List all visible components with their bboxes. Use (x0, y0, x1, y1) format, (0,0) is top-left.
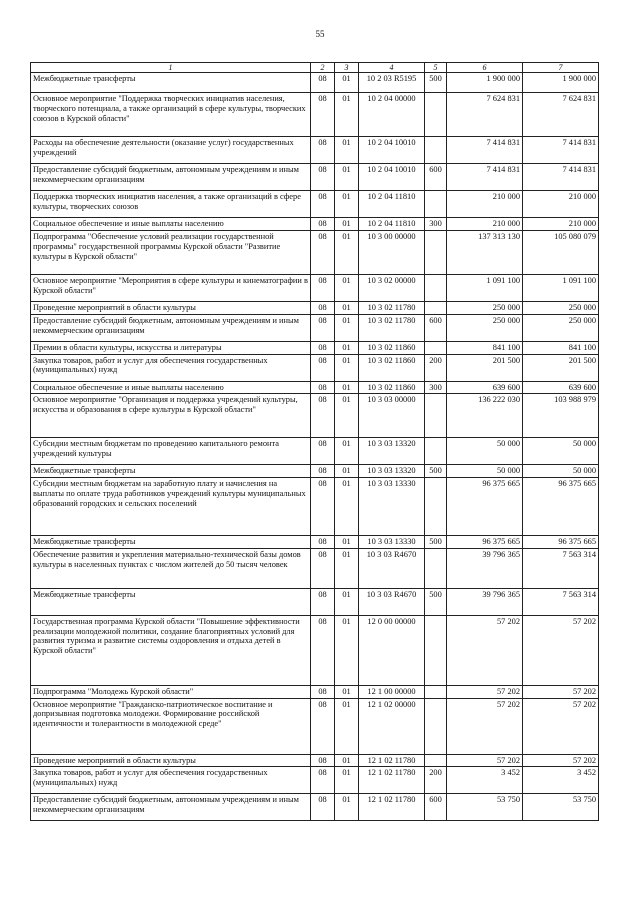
amount-year2-cell: 96 375 665 (523, 536, 599, 549)
amount-year1-cell: 210 000 (447, 218, 523, 231)
table-row (31, 341, 599, 354)
expense-type-cell (425, 191, 447, 218)
table-row (31, 137, 599, 164)
target-article-cell: 10 3 02 11860 (359, 341, 425, 354)
expense-name-cell: Предоставление субсидий бюджетным, автономным учреждениям и иным некоммерческим организациям (31, 164, 311, 191)
section-code-cell: 08 (311, 794, 335, 821)
expense-type-cell (425, 685, 447, 698)
section-code-cell: 08 (311, 394, 335, 438)
expense-type-cell (425, 137, 447, 164)
expense-name-cell: Межбюджетные трансферты (31, 588, 311, 615)
amount-year2-cell: 210 000 (523, 191, 599, 218)
target-article-cell: 10 2 04 10010 (359, 137, 425, 164)
column-3-header: 3 (335, 63, 359, 73)
expense-name-cell: Поддержка творческих инициатив населения, а также организаций в сфере культуры, творческих союзов (31, 191, 311, 218)
section-code-cell: 08 (311, 164, 335, 191)
expense-type-cell: 200 (425, 767, 447, 794)
subsection-code-cell: 01 (335, 394, 359, 438)
subsection-code-cell: 01 (335, 478, 359, 536)
amount-year2-cell: 210 000 (523, 218, 599, 231)
expense-name-cell: Основное мероприятие "Поддержка творческих инициатив населения, творческого потенциала, а также организаций в сфере культуры, творческих союзов в Курской области" (31, 93, 311, 137)
table-row (31, 218, 599, 231)
expense-type-cell (425, 341, 447, 354)
amount-year2-cell: 7 624 831 (523, 93, 599, 137)
amount-year1-cell: 3 452 (447, 767, 523, 794)
subsection-code-cell: 01 (335, 191, 359, 218)
amount-year1-cell: 136 222 030 (447, 394, 523, 438)
amount-year1-cell: 639 600 (447, 381, 523, 394)
target-article-cell: 10 3 02 11860 (359, 381, 425, 394)
amount-year2-cell: 1 091 100 (523, 275, 599, 302)
expense-type-cell: 600 (425, 164, 447, 191)
expense-name-cell: Основное мероприятие "Мероприятия в сфере культуры и кинематографии в Курской области" (31, 275, 311, 302)
expense-name-cell: Закупка товаров, работ и услуг для обеспечения государственных (муниципальных) нужд (31, 767, 311, 794)
column-4-header: 4 (359, 63, 425, 73)
subsection-code-cell: 01 (335, 767, 359, 794)
expense-type-cell: 600 (425, 794, 447, 821)
subsection-code-cell: 01 (335, 302, 359, 315)
amount-year2-cell: 53 750 (523, 794, 599, 821)
amount-year1-cell: 57 202 (447, 615, 523, 685)
table-row (31, 314, 599, 341)
section-code-cell: 08 (311, 698, 335, 754)
expense-type-cell (425, 231, 447, 275)
section-code-cell: 08 (311, 685, 335, 698)
expense-type-cell (425, 302, 447, 315)
expense-type-cell (425, 615, 447, 685)
expense-name-cell: Премии в области культуры, искусства и литературы (31, 341, 311, 354)
expense-name-cell: Межбюджетные трансферты (31, 536, 311, 549)
amount-year2-cell: 1 900 000 (523, 73, 599, 93)
expense-name-cell: Субсидии местным бюджетам по проведению капитального ремонта учреждений культуры (31, 438, 311, 465)
table-row (31, 381, 599, 394)
target-article-cell: 12 1 02 00000 (359, 698, 425, 754)
expense-type-cell (425, 754, 447, 767)
subsection-code-cell: 01 (335, 275, 359, 302)
expense-type-cell: 300 (425, 381, 447, 394)
section-code-cell: 08 (311, 73, 335, 93)
table-row (31, 231, 599, 275)
expense-type-cell (425, 478, 447, 536)
table-row (31, 698, 599, 754)
expense-name-cell: Предоставление субсидий бюджетным, автономным учреждениям и иным некоммерческим организациям (31, 794, 311, 821)
target-article-cell: 10 3 03 R4670 (359, 588, 425, 615)
table-row (31, 685, 599, 698)
target-article-cell: 10 3 02 11860 (359, 354, 425, 381)
section-code-cell: 08 (311, 478, 335, 536)
expense-name-cell: Межбюджетные трансферты (31, 73, 311, 93)
subsection-code-cell: 01 (335, 685, 359, 698)
target-article-cell: 10 3 02 11780 (359, 314, 425, 341)
expense-name-cell: Подпрограмма "Обеспечение условий реализации государственной программы" государственной программы Курской области "Развитие культуры в Курской области" (31, 231, 311, 275)
table-row (31, 354, 599, 381)
subsection-code-cell: 01 (335, 588, 359, 615)
section-code-cell: 08 (311, 191, 335, 218)
amount-year1-cell: 201 500 (447, 354, 523, 381)
subsection-code-cell: 01 (335, 381, 359, 394)
table-row (31, 465, 599, 478)
subsection-code-cell: 01 (335, 698, 359, 754)
amount-year1-cell: 50 000 (447, 438, 523, 465)
amount-year2-cell: 7 563 314 (523, 588, 599, 615)
section-code-cell: 08 (311, 588, 335, 615)
target-article-cell: 10 3 02 11780 (359, 302, 425, 315)
target-article-cell: 10 2 04 10010 (359, 164, 425, 191)
amount-year1-cell: 57 202 (447, 685, 523, 698)
table-row (31, 548, 599, 588)
subsection-code-cell: 01 (335, 231, 359, 275)
section-code-cell: 08 (311, 615, 335, 685)
amount-year1-cell: 7 414 831 (447, 137, 523, 164)
target-article-cell: 10 3 03 13320 (359, 465, 425, 478)
target-article-cell: 10 3 03 13320 (359, 438, 425, 465)
expense-type-cell: 200 (425, 354, 447, 381)
table-row (31, 73, 599, 93)
target-article-cell: 10 3 02 00000 (359, 275, 425, 302)
target-article-cell: 10 2 03 R5195 (359, 73, 425, 93)
subsection-code-cell: 01 (335, 73, 359, 93)
expense-name-cell: Социальное обеспечение и иные выплаты населению (31, 218, 311, 231)
expense-type-cell: 300 (425, 218, 447, 231)
subsection-code-cell: 01 (335, 536, 359, 549)
expense-type-cell: 500 (425, 536, 447, 549)
section-code-cell: 08 (311, 381, 335, 394)
expense-name-cell: Основное мероприятие "Организация и поддержка учреждений культуры, искусства и образования в сфере культуры в Курской области" (31, 394, 311, 438)
amount-year2-cell: 57 202 (523, 615, 599, 685)
budget-table (30, 62, 599, 821)
table-row (31, 438, 599, 465)
section-code-cell: 08 (311, 767, 335, 794)
column-number-header (31, 63, 599, 73)
amount-year2-cell: 7 414 831 (523, 137, 599, 164)
target-article-cell: 10 3 03 00000 (359, 394, 425, 438)
amount-year1-cell: 137 313 130 (447, 231, 523, 275)
amount-year1-cell: 50 000 (447, 465, 523, 478)
column-6-header: 6 (447, 63, 523, 73)
table-row (31, 754, 599, 767)
amount-year2-cell: 3 452 (523, 767, 599, 794)
column-5-header: 5 (425, 63, 447, 73)
subsection-code-cell: 01 (335, 438, 359, 465)
expense-type-cell (425, 698, 447, 754)
amount-year1-cell: 7 624 831 (447, 93, 523, 137)
expense-name-cell: Проведение мероприятий в области культуры (31, 754, 311, 767)
section-code-cell: 08 (311, 354, 335, 381)
amount-year2-cell: 201 500 (523, 354, 599, 381)
section-code-cell: 08 (311, 465, 335, 478)
expense-name-cell: Субсидии местным бюджетам на заработную плату и начисления на выплаты по оплате труда работников учреждений культуры муниципальных образований городских и сельских поселений (31, 478, 311, 536)
amount-year2-cell: 50 000 (523, 438, 599, 465)
expense-type-cell (425, 93, 447, 137)
table-body (31, 73, 599, 821)
target-article-cell: 10 3 03 13330 (359, 536, 425, 549)
amount-year1-cell: 39 796 365 (447, 548, 523, 588)
amount-year1-cell: 96 375 665 (447, 478, 523, 536)
expense-name-cell: Предоставление субсидий бюджетным, автономным учреждениям и иным некоммерческим организациям (31, 314, 311, 341)
table-row (31, 191, 599, 218)
table-row (31, 478, 599, 536)
section-code-cell: 08 (311, 341, 335, 354)
section-code-cell: 08 (311, 536, 335, 549)
subsection-code-cell: 01 (335, 465, 359, 478)
amount-year2-cell: 639 600 (523, 381, 599, 394)
subsection-code-cell: 01 (335, 354, 359, 381)
expense-name-cell: Обеспечение развития и укрепления материально-технической базы домов культуры в населенных пунктах с числом жителей до 50 тысяч человек (31, 548, 311, 588)
amount-year1-cell: 7 414 831 (447, 164, 523, 191)
section-code-cell: 08 (311, 302, 335, 315)
expense-name-cell: Проведение мероприятий в области культуры (31, 302, 311, 315)
table-row (31, 588, 599, 615)
expense-type-cell: 500 (425, 588, 447, 615)
amount-year2-cell: 7 414 831 (523, 164, 599, 191)
target-article-cell: 12 1 02 11780 (359, 754, 425, 767)
target-article-cell: 10 3 00 00000 (359, 231, 425, 275)
target-article-cell: 10 2 04 11810 (359, 191, 425, 218)
amount-year2-cell: 57 202 (523, 698, 599, 754)
section-code-cell: 08 (311, 754, 335, 767)
amount-year1-cell: 39 796 365 (447, 588, 523, 615)
expense-type-cell: 600 (425, 314, 447, 341)
amount-year1-cell: 57 202 (447, 754, 523, 767)
section-code-cell: 08 (311, 438, 335, 465)
target-article-cell: 10 3 03 R4670 (359, 548, 425, 588)
subsection-code-cell: 01 (335, 794, 359, 821)
amount-year1-cell: 841 100 (447, 341, 523, 354)
amount-year2-cell: 841 100 (523, 341, 599, 354)
amount-year2-cell: 7 563 314 (523, 548, 599, 588)
expense-name-cell: Социальное обеспечение и иные выплаты населению (31, 381, 311, 394)
amount-year1-cell: 53 750 (447, 794, 523, 821)
expense-type-cell: 500 (425, 73, 447, 93)
subsection-code-cell: 01 (335, 314, 359, 341)
expense-name-cell: Закупка товаров, работ и услуг для обеспечения государственных (муниципальных) нужд (31, 354, 311, 381)
subsection-code-cell: 01 (335, 548, 359, 588)
table-row (31, 536, 599, 549)
subsection-code-cell: 01 (335, 615, 359, 685)
amount-year2-cell: 50 000 (523, 465, 599, 478)
column-1-header: 1 (31, 63, 311, 73)
subsection-code-cell: 01 (335, 341, 359, 354)
section-code-cell: 08 (311, 93, 335, 137)
target-article-cell: 10 2 04 11810 (359, 218, 425, 231)
amount-year1-cell: 250 000 (447, 314, 523, 341)
amount-year1-cell: 250 000 (447, 302, 523, 315)
column-2-header: 2 (311, 63, 335, 73)
expense-name-cell: Государственная программа Курской области "Повышение эффективности реализации молодежной политики, создание благоприятных условий для развития туризма и развитие системы оздоровления и отдыха детей в Курской области" (31, 615, 311, 685)
target-article-cell: 12 1 00 00000 (359, 685, 425, 698)
amount-year1-cell: 210 000 (447, 191, 523, 218)
expense-name-cell: Расходы на обеспечение деятельности (оказание услуг) государственных учреждений (31, 137, 311, 164)
amount-year1-cell: 1 900 000 (447, 73, 523, 93)
amount-year2-cell: 57 202 (523, 685, 599, 698)
section-code-cell: 08 (311, 314, 335, 341)
subsection-code-cell: 01 (335, 93, 359, 137)
subsection-code-cell: 01 (335, 164, 359, 191)
amount-year2-cell: 57 202 (523, 754, 599, 767)
target-article-cell: 10 3 03 13330 (359, 478, 425, 536)
page-number: 55 (315, 29, 325, 39)
amount-year2-cell: 250 000 (523, 314, 599, 341)
column-7-header: 7 (523, 63, 599, 73)
subsection-code-cell: 01 (335, 137, 359, 164)
section-code-cell: 08 (311, 218, 335, 231)
expense-type-cell (425, 438, 447, 465)
table-row (31, 93, 599, 137)
amount-year2-cell: 105 080 079 (523, 231, 599, 275)
amount-year1-cell: 96 375 665 (447, 536, 523, 549)
amount-year1-cell: 1 091 100 (447, 275, 523, 302)
amount-year2-cell: 103 988 979 (523, 394, 599, 438)
expense-type-cell (425, 394, 447, 438)
target-article-cell: 12 1 02 11780 (359, 767, 425, 794)
section-code-cell: 08 (311, 548, 335, 588)
expense-name-cell: Межбюджетные трансферты (31, 465, 311, 478)
section-code-cell: 08 (311, 137, 335, 164)
table-row (31, 615, 599, 685)
expense-type-cell: 500 (425, 465, 447, 478)
amount-year1-cell: 57 202 (447, 698, 523, 754)
table-row (31, 302, 599, 315)
table-row (31, 164, 599, 191)
section-code-cell: 08 (311, 275, 335, 302)
section-code-cell: 08 (311, 231, 335, 275)
expense-name-cell: Подпрограмма "Молодежь Курской области" (31, 685, 311, 698)
amount-year2-cell: 250 000 (523, 302, 599, 315)
table-row (31, 767, 599, 794)
amount-year2-cell: 96 375 665 (523, 478, 599, 536)
target-article-cell: 12 0 00 00000 (359, 615, 425, 685)
subsection-code-cell: 01 (335, 754, 359, 767)
expense-name-cell: Основное мероприятие "Гражданско-патриотическое воспитание и допризывная подготовка молодежи. Формирование российской идентичности и толерантности в молодежной среде" (31, 698, 311, 754)
target-article-cell: 10 2 04 00000 (359, 93, 425, 137)
table-row (31, 275, 599, 302)
expense-type-cell (425, 275, 447, 302)
target-article-cell: 12 1 02 11780 (359, 794, 425, 821)
table-row (31, 394, 599, 438)
subsection-code-cell: 01 (335, 218, 359, 231)
expense-type-cell (425, 548, 447, 588)
table-row (31, 794, 599, 821)
